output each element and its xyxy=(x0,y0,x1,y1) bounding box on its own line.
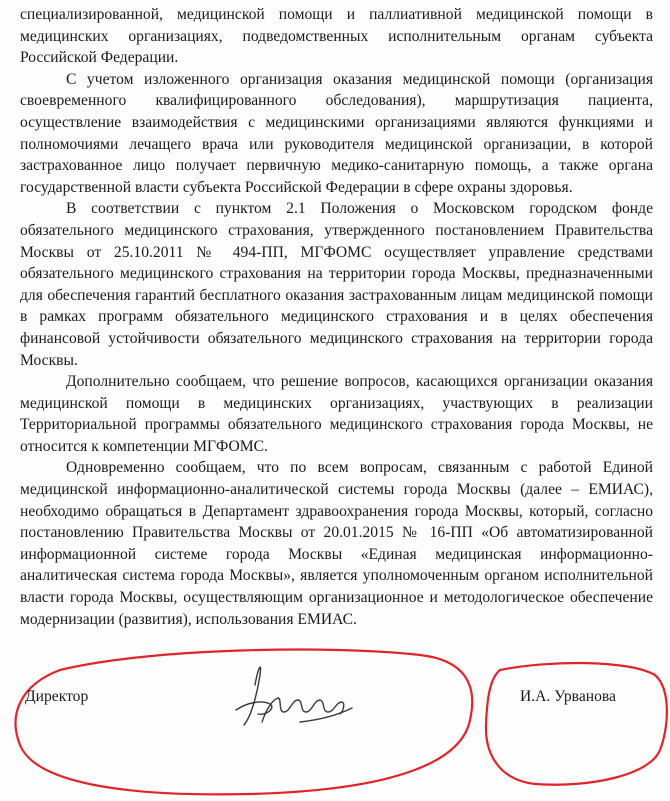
paragraph-1: специализированной, медицинской помощи и паллиативной медицинской помощи в медицинских организациях, подведомственных исполнительным органам субъекта Российской Федерации. xyxy=(20,6,653,67)
signer-name: И.А. Урванова xyxy=(520,688,616,705)
paragraph-2: С учетом изложенного организация оказания медицинской помощи (организация своевременного квалифицированного обследования), маршрутизация пациента, осуществление взаимодействия с медицинскими организациями являются функциями и полномочиями лечащего врача или руководителя медицинской организации, в которой застрахованное лицо получает первичную медико-санитарную помощь, а также органа государственной власти субъекта Российской Федерации в сфере охраны здоровья. xyxy=(20,70,653,196)
paragraph-3: В соответствии с пунктом 2.1 Положения о Московском городском фонде обязательного медицинского страхования, утвержденного постановлением Правительства Москвы от 25.10.2011 № 494-ПП, МГФОМС осуществляет управление средствами обязательного медицинского страхования на территории города Москвы, предназначенными для обеспечения гарантий бесплатного оказания застрахованным лицам медицинской помощи в рамках программ обязательного медицинского страхования и в целях обеспечения финансовой устойчивости обязательного медицинского страхования на территории города Москвы. xyxy=(20,200,653,369)
director-title: Директор xyxy=(25,688,89,705)
signature-block xyxy=(0,630,670,801)
red-circle-annotation-right xyxy=(486,663,667,785)
signature-annotations xyxy=(0,630,670,801)
paragraph-4: Дополнительно сообщаем, что решение вопросов, касающихся организации оказания медицинской помощи в медицинских организациях, участвующих в реализации Территориальной программы обязательного медицинского страхования города Москвы, не относится к компетенции МГФОМС. xyxy=(20,373,653,455)
letter-body xyxy=(20,4,653,630)
handwritten-signature xyxy=(236,667,352,725)
red-circle-annotation-left xyxy=(16,650,473,795)
paragraph-5: Одновременно сообщаем, что по всем вопросам, связанным с работой Единой медицинской информационно-аналитической системы города Москвы (далее – ЕМИАС), необходимо обращаться в Департамент здравоохранения города Москвы, который, согласно постановлению Правительства Москвы от 20.01.2015 № 16-ПП «Об автоматизированной информационной системе города Москвы «Единая медицинская информационно-аналитическая система города Москвы», является уполномоченным органом исполнительной власти города Москвы, осуществляющим организационное и методологическое обеспечение модернизации (развития), использования ЕМИАС. xyxy=(20,459,653,628)
